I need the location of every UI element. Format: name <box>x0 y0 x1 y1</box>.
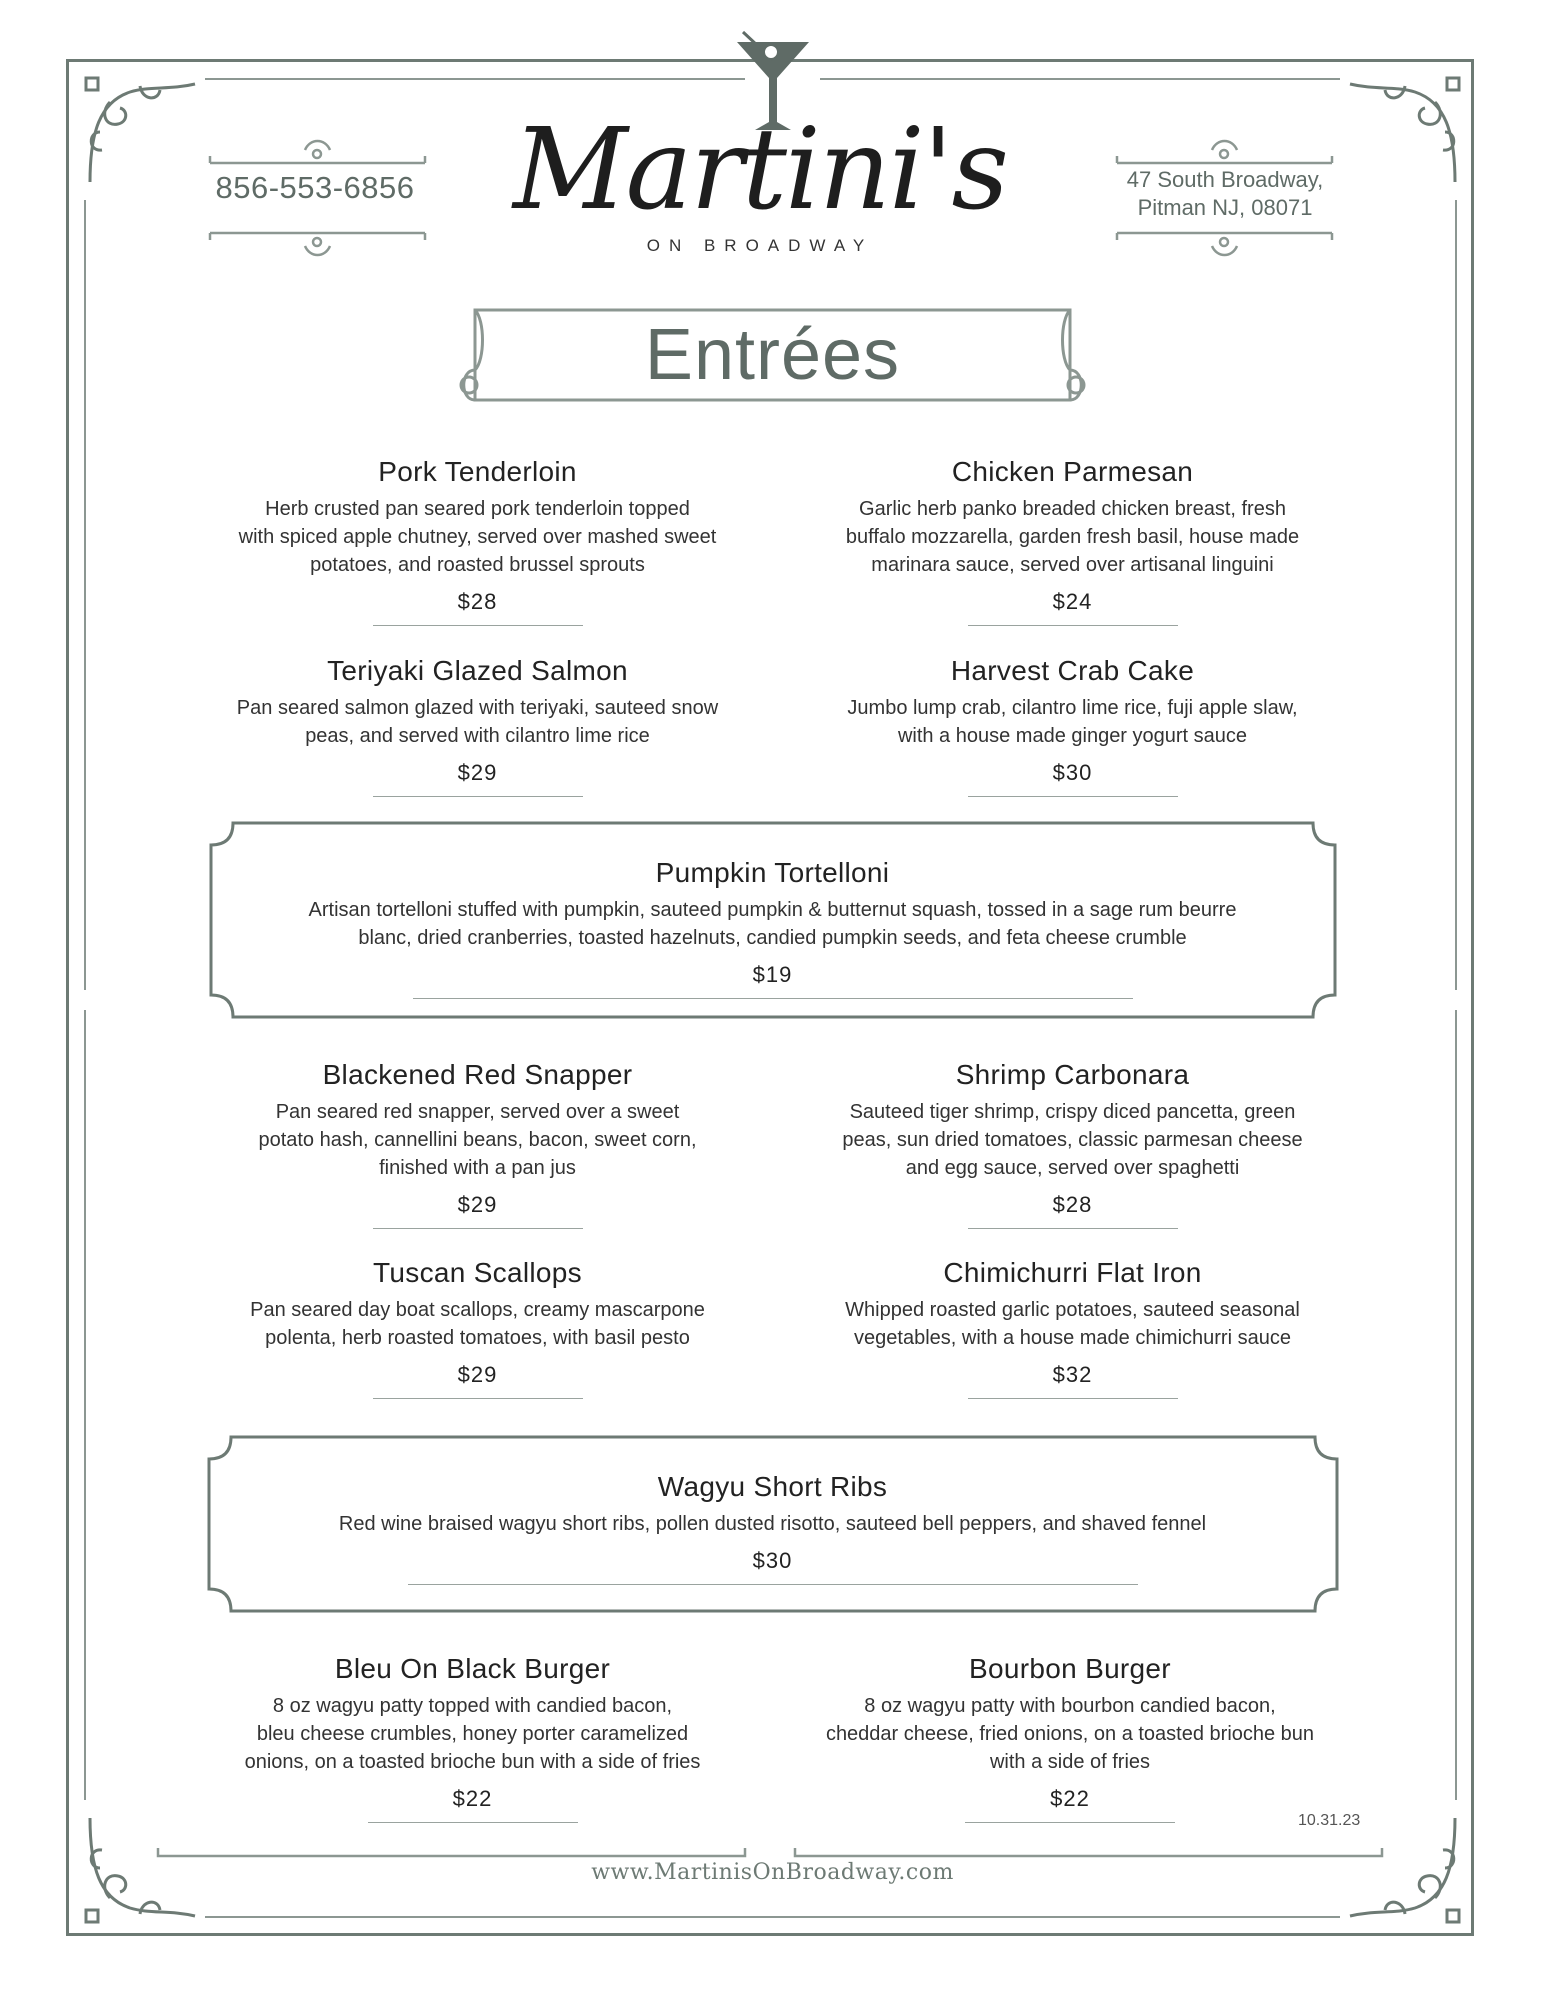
address-line-1: 47 South Broadway, <box>1126 167 1324 192</box>
desc-line: 8 oz wagyu patty topped with candied bacon, <box>272 1695 673 1717</box>
logo-subtitle: ON BROADWAY <box>646 236 874 255</box>
desc-line: Pan seared salmon glazed with teriyaki, sauteed snow <box>236 697 719 719</box>
item-price: $29 <box>457 760 498 785</box>
inner-frame-top-left <box>205 78 745 80</box>
inner-frame-left-bottom <box>84 1010 86 1800</box>
item-description <box>800 694 1345 750</box>
item-description <box>200 1692 745 1776</box>
address-line-2: Pitman NJ, 08071 <box>1137 195 1313 220</box>
price-underline <box>965 1822 1175 1823</box>
restaurant-logo <box>480 100 1040 270</box>
item-description <box>800 495 1345 579</box>
price-underline <box>968 625 1178 626</box>
desc-line: with a house made ginger yogurt sauce <box>897 725 1248 747</box>
desc-line: Red wine braised wagyu short ribs, pollen dusted risotto, sauteed bell peppers, and shaved fennel <box>338 1513 1207 1535</box>
item-name: Blackened Red Snapper <box>322 1059 633 1090</box>
menu-item <box>800 1058 1345 1229</box>
price-underline <box>413 998 1133 999</box>
price-underline <box>373 796 583 797</box>
item-description <box>800 1296 1345 1352</box>
desc-line: Artisan tortelloni stuffed with pumpkin, sauteed pumpkin & butternut squash, tossed in a sage rum beurre <box>308 899 1237 921</box>
desc-line: with spiced apple chutney, served over mashed sweet <box>238 526 717 548</box>
desc-line: potatoes, and roasted brussel sprouts <box>310 554 645 576</box>
item-price: $30 <box>752 1548 793 1573</box>
price-underline <box>968 1228 1178 1229</box>
desc-line: blanc, dried cranberries, toasted hazelnuts, candied pumpkin seeds, and feta cheese crumble <box>358 927 1187 949</box>
section-banner <box>455 300 1090 415</box>
desc-line: peas, and served with cilantro lime rice <box>305 725 650 747</box>
inner-frame-bottom <box>205 1916 1340 1918</box>
item-name: Bleu On Black Burger <box>334 1653 611 1684</box>
price-underline <box>373 625 583 626</box>
corner-flourish-icon <box>80 72 200 192</box>
price-underline <box>408 1584 1138 1585</box>
menu-item <box>800 654 1345 797</box>
price-underline <box>968 1398 1178 1399</box>
menu-date-code: 10.31.23 <box>1298 1812 1361 1829</box>
item-price: $19 <box>752 962 793 987</box>
desc-line: finished with a pan jus <box>379 1157 576 1179</box>
desc-line: 8 oz wagyu patty with bourbon candied bacon, <box>864 1695 1276 1717</box>
price-underline <box>373 1398 583 1399</box>
item-price: $30 <box>1052 760 1093 785</box>
item-price: $28 <box>1052 1192 1093 1217</box>
item-price: $22 <box>452 1786 493 1811</box>
desc-line: polenta, herb roasted tomatoes, with basil pesto <box>265 1327 690 1349</box>
logo-script-text: Martini's <box>512 105 1008 235</box>
item-description <box>205 495 750 579</box>
desc-line: buffalo mozzarella, garden fresh basil, house made <box>845 526 1300 548</box>
desc-line: cheddar cheese, fried onions, on a toasted brioche bun <box>825 1723 1315 1745</box>
item-name: Wagyu Short Ribs <box>657 1471 888 1502</box>
item-name: Chicken Parmesan <box>951 456 1194 487</box>
desc-line: peas, sun dried tomatoes, classic parmesan cheese <box>842 1129 1303 1151</box>
section-title: Entrées <box>644 315 901 395</box>
item-name: Teriyaki Glazed Salmon <box>327 655 628 686</box>
menu-item <box>800 455 1345 626</box>
menu-item <box>205 1058 750 1229</box>
website-link[interactable]: www.MartinisOnBroadway.com <box>591 1860 954 1885</box>
desc-line: Garlic herb panko breaded chicken breast, fresh <box>859 498 1286 520</box>
item-name: Harvest Crab Cake <box>950 655 1195 686</box>
inner-frame-right-top <box>1455 200 1457 990</box>
desc-line: bleu cheese crumbles, honey porter caramelized <box>256 1723 689 1745</box>
item-name: Bourbon Burger <box>969 1653 1171 1684</box>
menu-item <box>205 654 750 797</box>
desc-line: onions, on a toasted brioche bun with a side of fries <box>244 1751 701 1773</box>
desc-line: Pan seared day boat scallops, creamy mascarpone <box>250 1299 705 1321</box>
corner-flourish-icon <box>1345 72 1465 192</box>
item-description <box>215 1510 1330 1538</box>
item-price: $24 <box>1052 589 1093 614</box>
item-price: $29 <box>457 1192 498 1217</box>
price-underline <box>968 796 1178 797</box>
restaurant-address <box>1100 166 1350 222</box>
item-name: Chimichurri Flat Iron <box>943 1257 1202 1288</box>
item-price: $22 <box>1050 1786 1090 1811</box>
desc-line: Sauteed tiger shrimp, crispy diced pancetta, green <box>849 1101 1296 1123</box>
menu-item <box>205 455 750 626</box>
item-price: $29 <box>457 1362 498 1387</box>
menu-item-featured <box>215 1470 1330 1585</box>
inner-frame-right-bottom <box>1455 1010 1457 1800</box>
item-description <box>205 1296 750 1352</box>
price-underline <box>373 1228 583 1229</box>
item-description <box>205 1098 750 1182</box>
phone-number: 856-553-6856 <box>215 170 415 205</box>
desc-line: Pan seared red snapper, served over a sweet <box>275 1101 680 1123</box>
item-name: Pork Tenderloin <box>378 456 577 487</box>
desc-line: marinara sauce, served over artisanal linguini <box>871 554 1274 576</box>
price-underline <box>368 1822 578 1823</box>
item-price: $28 <box>457 589 498 614</box>
menu-item-featured <box>215 856 1330 999</box>
menu-item <box>800 1256 1345 1399</box>
item-price: $32 <box>1052 1362 1093 1387</box>
footer-rule-icon <box>155 1846 1385 1860</box>
desc-line: vegetables, with a house made chimichurri sauce <box>854 1327 1291 1349</box>
inner-frame-top-right <box>820 78 1340 80</box>
desc-line: Jumbo lump crab, cilantro lime rice, fuji apple slaw, <box>847 697 1298 719</box>
item-description <box>800 1098 1345 1182</box>
menu-item <box>200 1652 745 1823</box>
item-name: Pumpkin Tortelloni <box>655 857 890 888</box>
item-description <box>205 694 750 750</box>
desc-line: Whipped roasted garlic potatoes, sauteed seasonal <box>845 1299 1300 1321</box>
item-name: Tuscan Scallops <box>373 1257 582 1288</box>
desc-line: potato hash, cannellini beans, bacon, sweet corn, <box>258 1129 697 1151</box>
desc-line: and egg sauce, served over spaghetti <box>905 1157 1240 1179</box>
menu-item <box>795 1652 1345 1823</box>
item-name: Shrimp Carbonara <box>955 1059 1190 1090</box>
inner-frame-left-top <box>84 200 86 990</box>
desc-line: with a side of fries <box>989 1751 1151 1773</box>
menu-item <box>205 1256 750 1399</box>
item-description <box>215 896 1330 952</box>
desc-line: Herb crusted pan seared pork tenderloin topped <box>265 498 690 520</box>
item-description <box>795 1692 1345 1776</box>
